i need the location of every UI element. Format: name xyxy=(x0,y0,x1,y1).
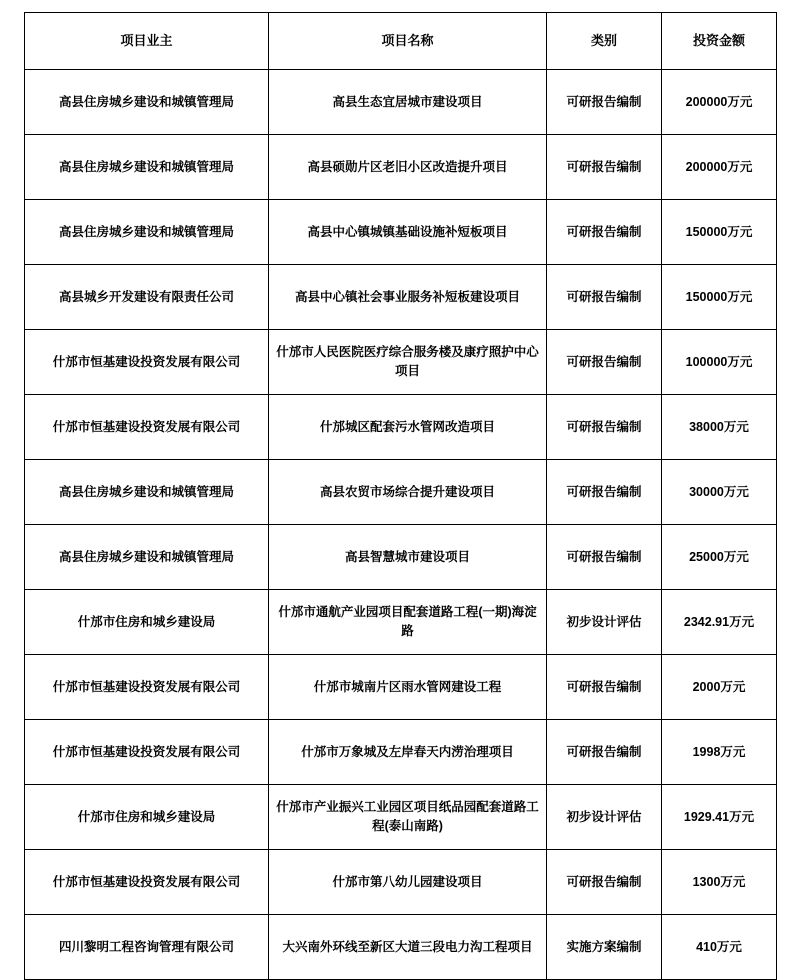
cell-name: 什邡城区配套污水管网改造项目 xyxy=(269,395,547,460)
cell-type: 可研报告编制 xyxy=(547,135,662,200)
cell-amount: 30000万元 xyxy=(662,460,777,525)
table-row xyxy=(25,720,777,785)
cell-name: 什邡市第八幼儿园建设项目 xyxy=(269,850,547,915)
cell-owner: 什邡市恒基建设投资发展有限公司 xyxy=(25,655,269,720)
cell-owner: 什邡市住房和城乡建设局 xyxy=(25,590,269,655)
cell-owner: 什邡市住房和城乡建设局 xyxy=(25,785,269,850)
table-row xyxy=(25,200,777,265)
column-header-type: 类别 xyxy=(547,13,662,70)
table-row xyxy=(25,915,777,980)
cell-amount: 1998万元 xyxy=(662,720,777,785)
cell-type: 可研报告编制 xyxy=(547,850,662,915)
cell-type: 可研报告编制 xyxy=(547,330,662,395)
cell-name: 高县硕勋片区老旧小区改造提升项目 xyxy=(269,135,547,200)
cell-owner: 四川黎明工程咨询管理有限公司 xyxy=(25,915,269,980)
cell-amount: 150000万元 xyxy=(662,200,777,265)
cell-owner: 什邡市恒基建设投资发展有限公司 xyxy=(25,330,269,395)
cell-amount: 25000万元 xyxy=(662,525,777,590)
table-row xyxy=(25,590,777,655)
cell-name: 高县智慧城市建设项目 xyxy=(269,525,547,590)
cell-amount: 150000万元 xyxy=(662,265,777,330)
cell-type: 可研报告编制 xyxy=(547,200,662,265)
cell-amount: 200000万元 xyxy=(662,70,777,135)
cell-owner: 高县住房城乡建设和城镇管理局 xyxy=(25,70,269,135)
cell-amount: 100000万元 xyxy=(662,330,777,395)
cell-type: 可研报告编制 xyxy=(547,655,662,720)
cell-owner: 高县住房城乡建设和城镇管理局 xyxy=(25,200,269,265)
cell-owner: 高县住房城乡建设和城镇管理局 xyxy=(25,460,269,525)
cell-name: 什邡市通航产业园项目配套道路工程(一期)海淀路 xyxy=(269,590,547,655)
cell-amount: 1300万元 xyxy=(662,850,777,915)
cell-owner: 什邡市恒基建设投资发展有限公司 xyxy=(25,850,269,915)
cell-name: 高县农贸市场综合提升建设项目 xyxy=(269,460,547,525)
table-body xyxy=(25,70,777,980)
cell-amount: 410万元 xyxy=(662,915,777,980)
table-header xyxy=(25,13,777,70)
cell-owner: 高县住房城乡建设和城镇管理局 xyxy=(25,135,269,200)
cell-name: 高县生态宜居城市建设项目 xyxy=(269,70,547,135)
table-row xyxy=(25,330,777,395)
cell-name: 大兴南外环线至新区大道三段电力沟工程项目 xyxy=(269,915,547,980)
project-table xyxy=(24,12,777,980)
table-row xyxy=(25,785,777,850)
column-header-name: 项目名称 xyxy=(269,13,547,70)
cell-amount: 1929.41万元 xyxy=(662,785,777,850)
cell-amount: 200000万元 xyxy=(662,135,777,200)
cell-type: 可研报告编制 xyxy=(547,70,662,135)
cell-owner: 什邡市恒基建设投资发展有限公司 xyxy=(25,395,269,460)
cell-type: 可研报告编制 xyxy=(547,395,662,460)
cell-name: 什邡市万象城及左岸春天内涝治理项目 xyxy=(269,720,547,785)
table-row xyxy=(25,460,777,525)
cell-type: 初步设计评估 xyxy=(547,785,662,850)
cell-type: 可研报告编制 xyxy=(547,525,662,590)
cell-name: 什邡市城南片区雨水管网建设工程 xyxy=(269,655,547,720)
cell-amount: 2000万元 xyxy=(662,655,777,720)
cell-name: 高县中心镇社会事业服务补短板建设项目 xyxy=(269,265,547,330)
table-row xyxy=(25,850,777,915)
cell-name: 什邡市产业振兴工业园区项目纸品园配套道路工程(泰山南路) xyxy=(269,785,547,850)
cell-name: 高县中心镇城镇基础设施补短板项目 xyxy=(269,200,547,265)
cell-name: 什邡市人民医院医疗综合服务楼及康疗照护中心项目 xyxy=(269,330,547,395)
table-row xyxy=(25,265,777,330)
cell-amount: 38000万元 xyxy=(662,395,777,460)
cell-type: 可研报告编制 xyxy=(547,265,662,330)
cell-owner: 什邡市恒基建设投资发展有限公司 xyxy=(25,720,269,785)
column-header-owner: 项目业主 xyxy=(25,13,269,70)
table-row xyxy=(25,525,777,590)
cell-type: 实施方案编制 xyxy=(547,915,662,980)
cell-amount: 2342.91万元 xyxy=(662,590,777,655)
table-row xyxy=(25,395,777,460)
column-header-amount: 投资金额 xyxy=(662,13,777,70)
cell-type: 初步设计评估 xyxy=(547,590,662,655)
cell-type: 可研报告编制 xyxy=(547,460,662,525)
table-row xyxy=(25,655,777,720)
table-row xyxy=(25,70,777,135)
cell-owner: 高县城乡开发建设有限责任公司 xyxy=(25,265,269,330)
table-header-row xyxy=(25,13,777,70)
table-row xyxy=(25,135,777,200)
cell-type: 可研报告编制 xyxy=(547,720,662,785)
cell-owner: 高县住房城乡建设和城镇管理局 xyxy=(25,525,269,590)
